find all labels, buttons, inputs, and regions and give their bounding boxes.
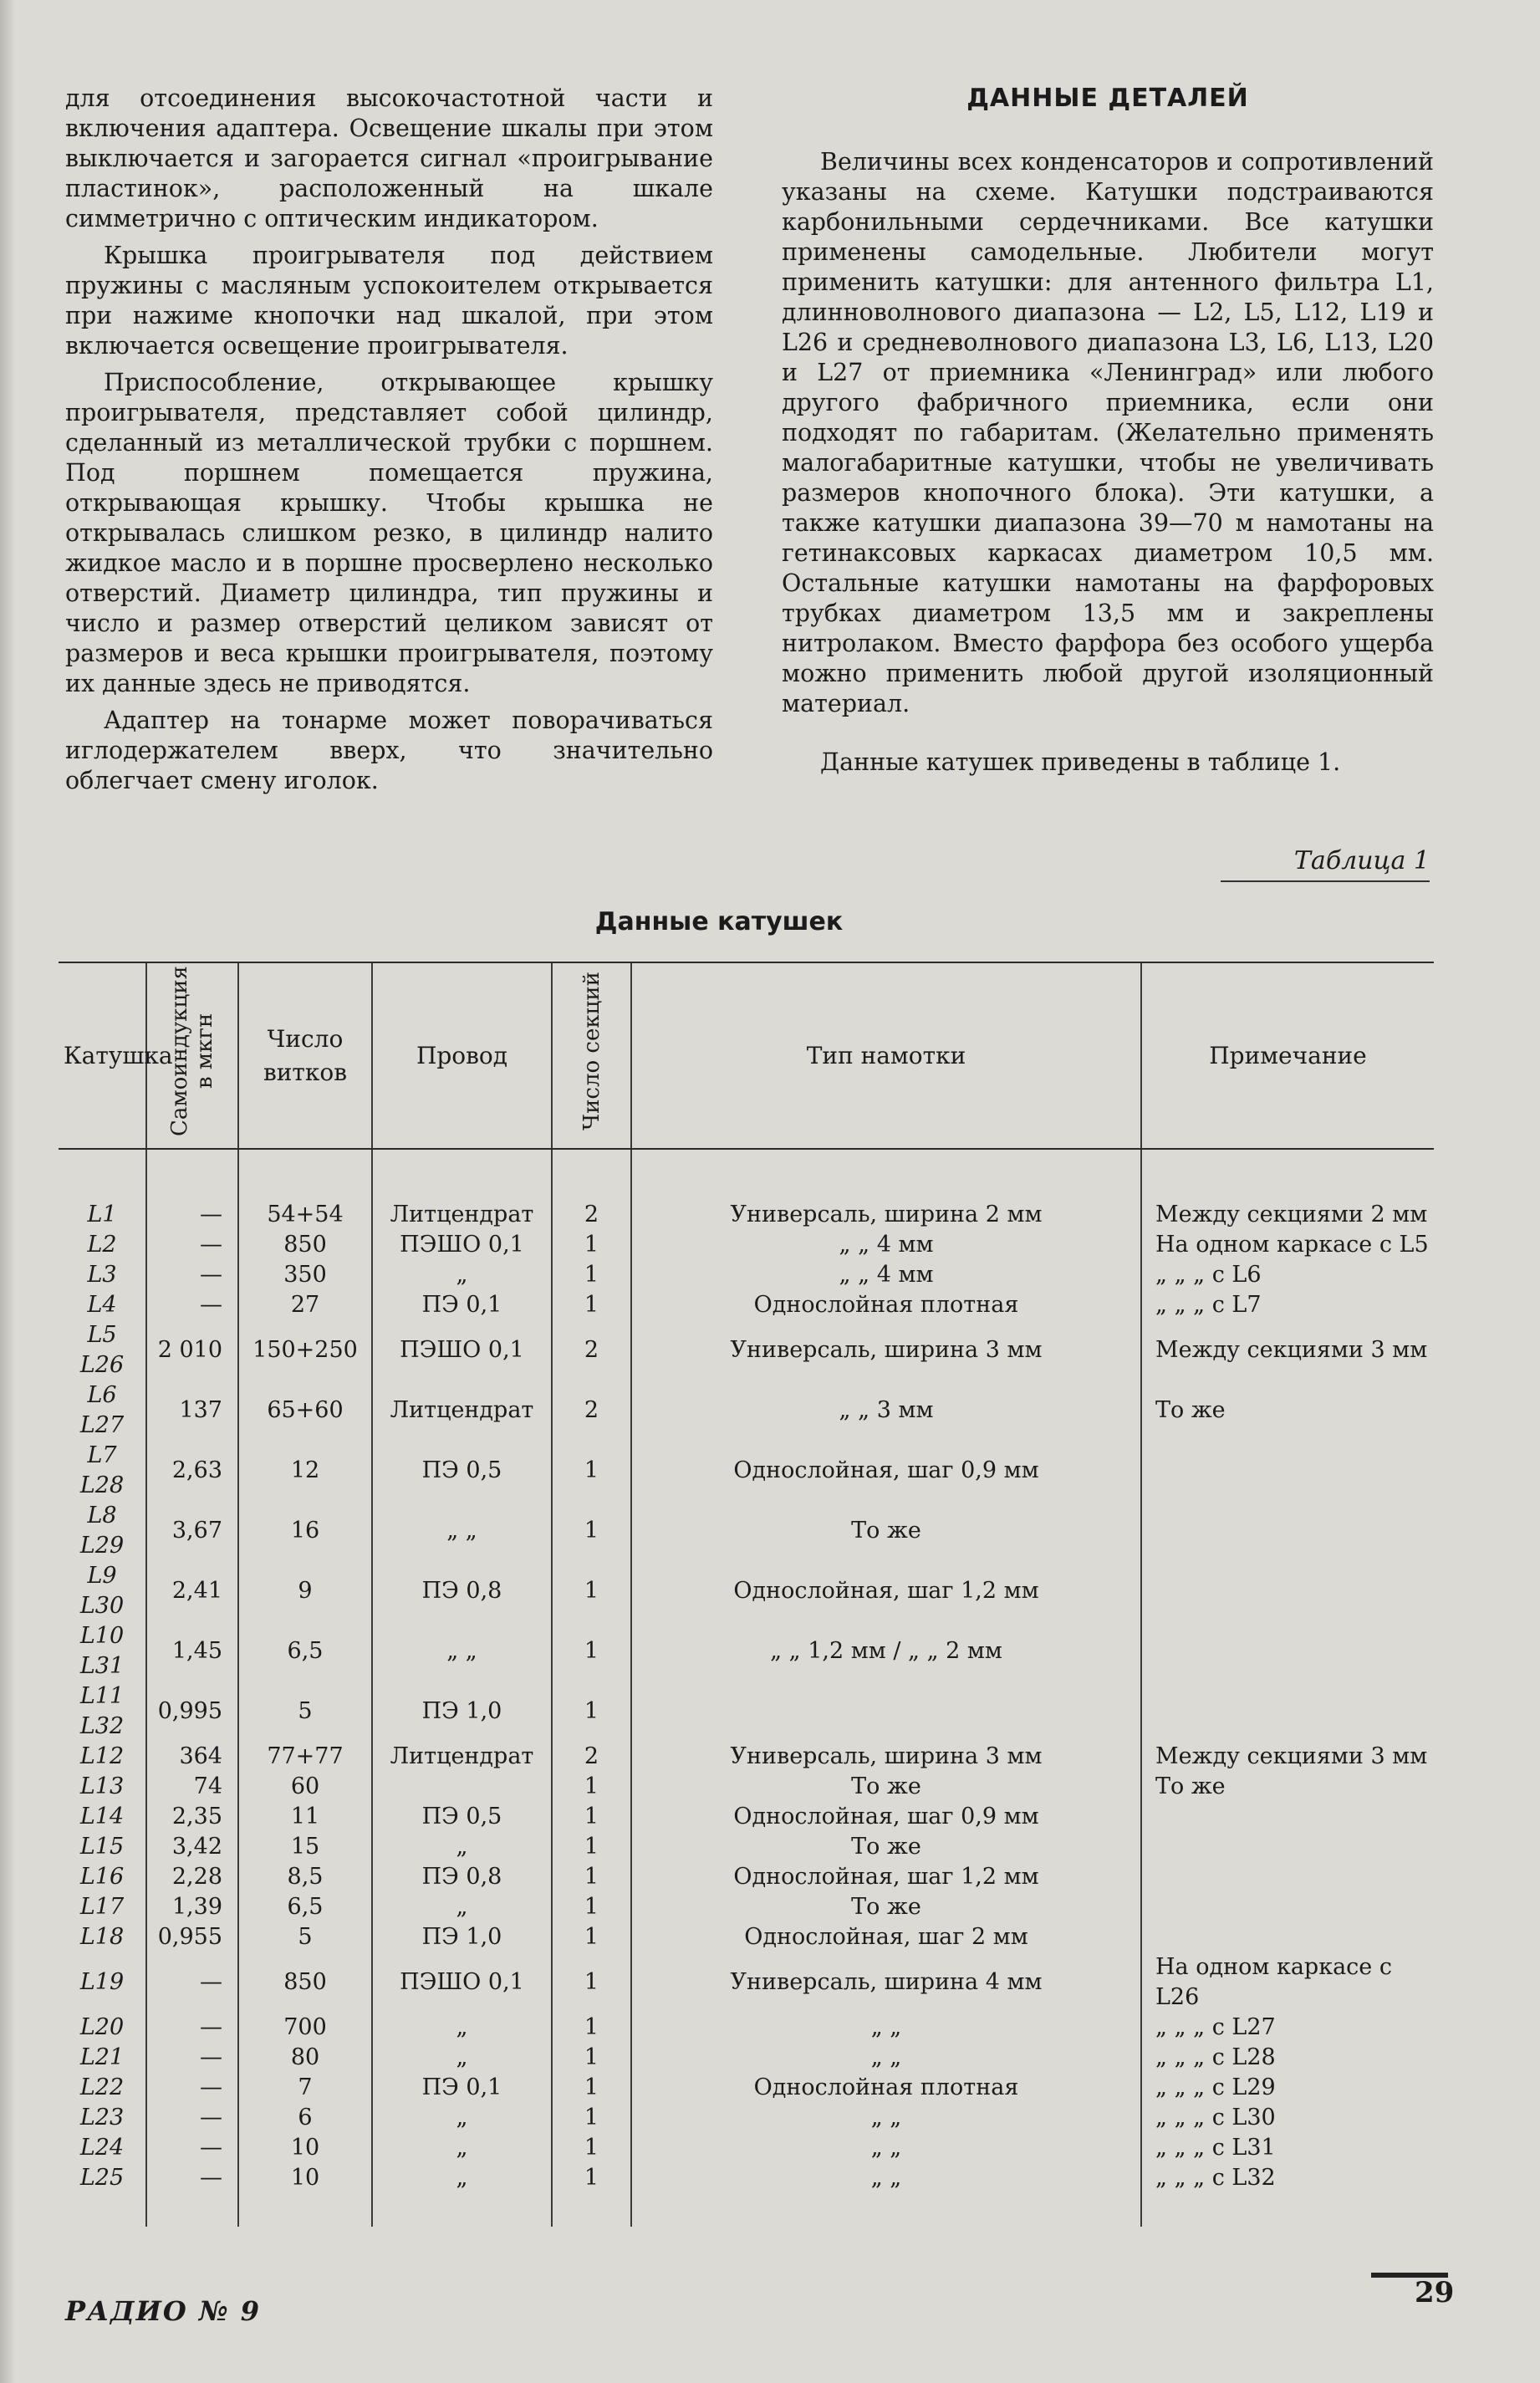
- table-header-row: [59, 962, 1434, 1149]
- header-inductance: Самоиндукция в мкгн: [146, 962, 238, 1149]
- cell-turns: 80: [238, 2043, 372, 2073]
- cell-turns: 12: [238, 1441, 372, 1501]
- cell-turns: 850: [238, 1230, 372, 1260]
- cell-turns: 700: [238, 2013, 372, 2043]
- cell-inductance: —: [146, 1290, 238, 1320]
- left-paragraph-3: Приспособление, открывающее крышку проигрывателя, представляет собой цилиндр, сделанный из металлической трубки с поршнем. Под поршнем помещается пружина, открывающая крышку. Чтобы крышка не открывалась слишком резко, в цилиндр налито жидкое масло и в поршне просверлено несколько отверстий. Диаметр цилиндра, тип пружины и число и размер отверстий целиком зависят от размеров и веса крышки проигрывателя, поэтому их данные здесь не приводятся.: [65, 369, 713, 697]
- cell-inductance: 2,63: [146, 1441, 238, 1501]
- cell-turns: 60: [238, 1772, 372, 1802]
- cell-note: [1141, 1501, 1434, 1561]
- cell-sections: 1: [552, 1260, 631, 1290]
- cell-sections: 1: [552, 2133, 631, 2163]
- scan-edge-shadow: [0, 0, 15, 2383]
- cell-sections: 1: [552, 1621, 631, 1681]
- table-row: [59, 1149, 1434, 1230]
- cell-sections: 1: [552, 2073, 631, 2103]
- cell-note: Между секциями 3 мм: [1141, 1320, 1434, 1380]
- cell-wire: „: [372, 2133, 552, 2163]
- cell-inductance: 137: [146, 1380, 238, 1441]
- cell-sections: 1: [552, 1922, 631, 1952]
- table-row: [59, 1230, 1434, 1260]
- cell-sections: 1: [552, 1862, 631, 1892]
- cell-wire: ПЭ 0,1: [372, 2073, 552, 2103]
- cell-note: „ „ „ с L32: [1141, 2163, 1434, 2227]
- cell-winding: Однослойная плотная: [631, 2073, 1141, 2103]
- table-body: [59, 1149, 1434, 2227]
- cell-wire: „: [372, 1892, 552, 1922]
- cell-winding: То же: [631, 1892, 1141, 1922]
- cell-coil: L11 L32: [79, 1683, 125, 1739]
- cell-turns: 850: [238, 1952, 372, 2013]
- table-row: [59, 1952, 1434, 2013]
- cell-wire: „: [372, 2013, 552, 2043]
- cell-note: [1141, 1802, 1434, 1832]
- cell-coil: L23: [79, 2105, 125, 2130]
- cell-wire: Литцендрат: [372, 1380, 552, 1441]
- table-row: [59, 2013, 1434, 2043]
- header-note: Примечание: [1141, 962, 1434, 1149]
- table-row: [59, 1561, 1434, 1621]
- table-row: [59, 1922, 1434, 1952]
- cell-coil: L20: [79, 2014, 125, 2040]
- cell-winding: Однослойная, шаг 0,9 мм: [631, 1441, 1141, 1501]
- cell-winding: „ „ 4 мм: [631, 1230, 1141, 1260]
- cell-sections: 1: [552, 1681, 631, 1742]
- cell-sections: 1: [552, 2043, 631, 2073]
- cell-note: Между секциями 2 мм: [1141, 1149, 1434, 1230]
- cell-winding: То же: [631, 1501, 1141, 1561]
- cell-coil: L10 L31: [79, 1623, 125, 1679]
- cell-note: „ „ „ с L28: [1141, 2043, 1434, 2073]
- table-number: Таблица 1: [1221, 846, 1430, 882]
- table-row: [59, 1501, 1434, 1561]
- cell-turns: 16: [238, 1501, 372, 1561]
- cell-inductance: —: [146, 1230, 238, 1260]
- cell-inductance: —: [146, 2163, 238, 2227]
- cell-turns: 10: [238, 2133, 372, 2163]
- cell-winding: „ „ 4 мм: [631, 1260, 1141, 1290]
- table-row: [59, 2043, 1434, 2073]
- cell-inductance: —: [146, 2103, 238, 2133]
- table-row: [59, 1802, 1434, 1832]
- cell-wire: ПЭ 0,5: [372, 1802, 552, 1832]
- right-paragraph-2: Данные катушек приведены в таблице 1.: [820, 748, 1341, 776]
- cell-sections: 1: [552, 1441, 631, 1501]
- cell-turns: 7: [238, 2073, 372, 2103]
- cell-wire: „ „: [372, 1621, 552, 1681]
- cell-note: „ „ „ с L31: [1141, 2133, 1434, 2163]
- cell-inductance: 0,955: [146, 1922, 238, 1952]
- cell-coil: L8 L29: [79, 1503, 125, 1559]
- cell-sections: 1: [552, 2013, 631, 2043]
- cell-wire: [372, 1772, 552, 1802]
- right-paragraph-1: Величины всех конденсаторов и сопротивлений указаны на схеме. Катушки подстраиваются карбонильными сердечниками. Все катушки применены самодельные. Любители могут применить катушки: для антенного фильтра L1, длинноволнового диапазона — L2, L5, L12, L19 и L26 и средневолнового диапазона L3, L6, L13, L20 и L27 от приемника «Ленинград» или любого другого фабричного приемника, если они подходят по габаритам. (Желательно применять малогабаритные катушки, чтобы не увеличивать размеров кнопочного блока). Эти катушки, а также катушки диапазона 39—70 м намотаны на гетинаксовых каркасах диаметром 10,5 мм. Остальные катушки намотаны на фарфоровых трубках диаметром 13,5 мм и закреплены нитролаком. Вместо фарфора без особого ущерба можно применить любой другой изоляционный материал.: [782, 148, 1434, 717]
- cell-coil: L16: [79, 1864, 125, 1890]
- cell-winding: Универсаль, ширина 4 мм: [631, 1952, 1141, 2013]
- cell-sections: 1: [552, 1772, 631, 1802]
- cell-turns: 77+77: [238, 1742, 372, 1772]
- header-coil: Катушка: [59, 962, 146, 1149]
- cell-inductance: 2 010: [146, 1320, 238, 1380]
- table-row: [59, 1290, 1434, 1320]
- header-turns: Число витков: [238, 962, 372, 1149]
- cell-winding: Универсаль, ширина 2 мм: [631, 1149, 1141, 1230]
- cell-coil: L2: [87, 1232, 117, 1258]
- cell-note: Между секциями 3 мм: [1141, 1742, 1434, 1772]
- table-row: [59, 1260, 1434, 1290]
- cell-turns: 5: [238, 1922, 372, 1952]
- cell-winding: То же: [631, 1772, 1141, 1802]
- cell-note: [1141, 1922, 1434, 1952]
- left-text-column: [65, 84, 713, 803]
- cell-winding: Однослойная плотная: [631, 1290, 1141, 1320]
- cell-sections: 2: [552, 1149, 631, 1230]
- cell-inductance: 364: [146, 1742, 238, 1772]
- table-row: [59, 2073, 1434, 2103]
- cell-inductance: 1,45: [146, 1621, 238, 1681]
- cell-coil: L21: [79, 2044, 125, 2070]
- cell-coil: L17: [79, 1894, 125, 1920]
- right-text-column: [782, 84, 1434, 784]
- cell-sections: 2: [552, 1320, 631, 1380]
- cell-turns: 15: [238, 1832, 372, 1862]
- cell-inductance: 74: [146, 1772, 238, 1802]
- cell-winding: Однослойная, шаг 0,9 мм: [631, 1802, 1141, 1832]
- cell-note: [1141, 1681, 1434, 1742]
- cell-sections: 1: [552, 1802, 631, 1832]
- cell-coil: L4: [87, 1292, 117, 1318]
- table-row: [59, 2133, 1434, 2163]
- cell-winding: То же: [631, 1832, 1141, 1862]
- section-heading: ДАННЫЕ ДЕТАЛЕЙ: [966, 84, 1249, 113]
- cell-turns: 9: [238, 1561, 372, 1621]
- cell-sections: 1: [552, 1892, 631, 1922]
- cell-turns: 65+60: [238, 1380, 372, 1441]
- cell-sections: 1: [552, 1952, 631, 2013]
- cell-wire: ПЭ 1,0: [372, 1681, 552, 1742]
- cell-winding: „ „: [631, 2043, 1141, 2073]
- cell-sections: 2: [552, 1742, 631, 1772]
- cell-inductance: —: [146, 1260, 238, 1290]
- cell-note: [1141, 1862, 1434, 1892]
- cell-note: [1141, 1561, 1434, 1621]
- cell-winding: „ „: [631, 2163, 1141, 2227]
- cell-coil: L6 L27: [79, 1382, 125, 1438]
- cell-inductance: 3,42: [146, 1832, 238, 1862]
- cell-winding: Однослойная, шаг 1,2 мм: [631, 1561, 1141, 1621]
- cell-inductance: 2,41: [146, 1561, 238, 1621]
- cell-inductance: —: [146, 2043, 238, 2073]
- cell-wire: „: [372, 1832, 552, 1862]
- cell-wire: ПЭШО 0,1: [372, 1230, 552, 1260]
- cell-turns: 350: [238, 1260, 372, 1290]
- cell-winding: [631, 1681, 1141, 1742]
- left-paragraph-2: Крышка проигрывателя под действием пружины с масляным успокоителем открывается при нажиме кнопочки над шкалой, при этом включается освещение проигрывателя.: [65, 242, 713, 360]
- table-row: [59, 1681, 1434, 1742]
- cell-turns: 6: [238, 2103, 372, 2133]
- cell-sections: 1: [552, 1832, 631, 1862]
- cell-note: [1141, 1892, 1434, 1922]
- cell-coil: L5 L26: [79, 1322, 125, 1378]
- cell-turns: 6,5: [238, 1892, 372, 1922]
- cell-wire: ПЭ 0,8: [372, 1862, 552, 1892]
- cell-note: То же: [1141, 1772, 1434, 1802]
- cell-sections: 1: [552, 1290, 631, 1320]
- cell-note: На одном каркасе с L5: [1141, 1230, 1434, 1260]
- header-wire: Провод: [372, 962, 552, 1149]
- table-row: [59, 1320, 1434, 1380]
- cell-turns: 8,5: [238, 1862, 372, 1892]
- left-paragraph-1: для отсоединения высокочастотной части и включения адаптера. Освещение шкалы при этом выключается и загорается сигнал «проигрывание пластинок», расположенный на шкале симметрично с оптическим индикатором.: [65, 84, 713, 232]
- cell-sections: 1: [552, 1230, 631, 1260]
- cell-note: [1141, 1441, 1434, 1501]
- table-row: [59, 1892, 1434, 1922]
- cell-note: „ „ „ с L30: [1141, 2103, 1434, 2133]
- cell-turns: 54+54: [238, 1149, 372, 1230]
- cell-inductance: 0,995: [146, 1681, 238, 1742]
- cell-wire: ПЭШО 0,1: [372, 1952, 552, 2013]
- cell-winding: „ „: [631, 2013, 1141, 2043]
- table-row: [59, 1380, 1434, 1441]
- cell-inductance: —: [146, 2073, 238, 2103]
- cell-turns: 5: [238, 1681, 372, 1742]
- cell-wire: Литцендрат: [372, 1742, 552, 1772]
- cell-inductance: 3,67: [146, 1501, 238, 1561]
- cell-winding: Универсаль, ширина 3 мм: [631, 1742, 1141, 1772]
- cell-note: „ „ „ с L27: [1141, 2013, 1434, 2043]
- table-row: [59, 1621, 1434, 1681]
- cell-sections: 1: [552, 1561, 631, 1621]
- cell-coil: L7 L28: [79, 1442, 125, 1498]
- cell-note: [1141, 1832, 1434, 1862]
- cell-coil: L22: [79, 2074, 125, 2100]
- cell-wire: „ „: [372, 1501, 552, 1561]
- cell-wire: ПЭ 0,1: [372, 1290, 552, 1320]
- header-sections: Число секций: [552, 962, 631, 1149]
- cell-inductance: —: [146, 2013, 238, 2043]
- cell-coil: L19: [79, 1969, 125, 1995]
- cell-note: „ „ „ с L6: [1141, 1260, 1434, 1290]
- cell-turns: 11: [238, 1802, 372, 1832]
- cell-coil: L18: [79, 1924, 125, 1950]
- cell-wire: Литцендрат: [372, 1149, 552, 1230]
- cell-wire: „: [372, 2163, 552, 2227]
- page-number: 29: [1415, 2276, 1455, 2309]
- magazine-name: РАДИО № 9: [65, 2295, 262, 2327]
- cell-inductance: 2,35: [146, 1802, 238, 1832]
- header-winding: Тип намотки: [631, 962, 1141, 1149]
- cell-coil: L13: [79, 1773, 125, 1799]
- table-row: [59, 2163, 1434, 2227]
- cell-wire: ПЭ 0,5: [372, 1441, 552, 1501]
- cell-inductance: —: [146, 1952, 238, 2013]
- coil-data-table: [59, 962, 1434, 2227]
- table-row: [59, 1862, 1434, 1892]
- cell-winding: „ „ 1,2 мм / „ „ 2 мм: [631, 1621, 1141, 1681]
- cell-note: На одном каркасе с L26: [1141, 1952, 1434, 2013]
- cell-wire: ПЭШО 0,1: [372, 1320, 552, 1380]
- cell-winding: Однослойная, шаг 2 мм: [631, 1922, 1141, 1952]
- cell-note: То же: [1141, 1380, 1434, 1441]
- cell-wire: „: [372, 2103, 552, 2133]
- cell-wire: „: [372, 1260, 552, 1290]
- cell-turns: 150+250: [238, 1320, 372, 1380]
- cell-coil: L1: [87, 1202, 117, 1227]
- table-title: Данные катушек: [594, 907, 844, 936]
- cell-turns: 6,5: [238, 1621, 372, 1681]
- cell-inductance: —: [146, 1149, 238, 1230]
- cell-sections: 2: [552, 1380, 631, 1441]
- cell-coil: L9 L30: [79, 1563, 125, 1619]
- cell-wire: „: [372, 2043, 552, 2073]
- cell-winding: Однослойная, шаг 1,2 мм: [631, 1862, 1141, 1892]
- cell-wire: ПЭ 0,8: [372, 1561, 552, 1621]
- cell-sections: 1: [552, 2163, 631, 2227]
- table-row: [59, 1832, 1434, 1862]
- cell-coil: L15: [79, 1834, 125, 1860]
- cell-winding: „ „: [631, 2133, 1141, 2163]
- cell-sections: 1: [552, 1501, 631, 1561]
- cell-inductance: 1,39: [146, 1892, 238, 1922]
- cell-winding: „ „ 3 мм: [631, 1380, 1141, 1441]
- cell-winding: „ „: [631, 2103, 1141, 2133]
- table-row: [59, 1441, 1434, 1501]
- table-row: [59, 1772, 1434, 1802]
- cell-note: „ „ „ с L29: [1141, 2073, 1434, 2103]
- cell-turns: 27: [238, 1290, 372, 1320]
- cell-sections: 1: [552, 2103, 631, 2133]
- cell-coil: L12: [79, 1743, 125, 1769]
- cell-wire: ПЭ 1,0: [372, 1922, 552, 1952]
- left-paragraph-4: Адаптер на тонарме может поворачиваться иглодержателем вверх, что значительно облегчает смену иголок.: [65, 707, 713, 794]
- cell-inductance: 2,28: [146, 1862, 238, 1892]
- cell-note: [1141, 1621, 1434, 1681]
- cell-turns: 10: [238, 2163, 372, 2227]
- cell-note: „ „ „ с L7: [1141, 1290, 1434, 1320]
- cell-coil: L25: [79, 2165, 125, 2191]
- cell-coil: L24: [79, 2135, 125, 2161]
- cell-coil: L3: [87, 1262, 117, 1288]
- cell-inductance: —: [146, 2133, 238, 2163]
- table-row: [59, 2103, 1434, 2133]
- table-row: [59, 1742, 1434, 1772]
- cell-coil: L14: [79, 1804, 125, 1829]
- cell-winding: Универсаль, ширина 3 мм: [631, 1320, 1141, 1380]
